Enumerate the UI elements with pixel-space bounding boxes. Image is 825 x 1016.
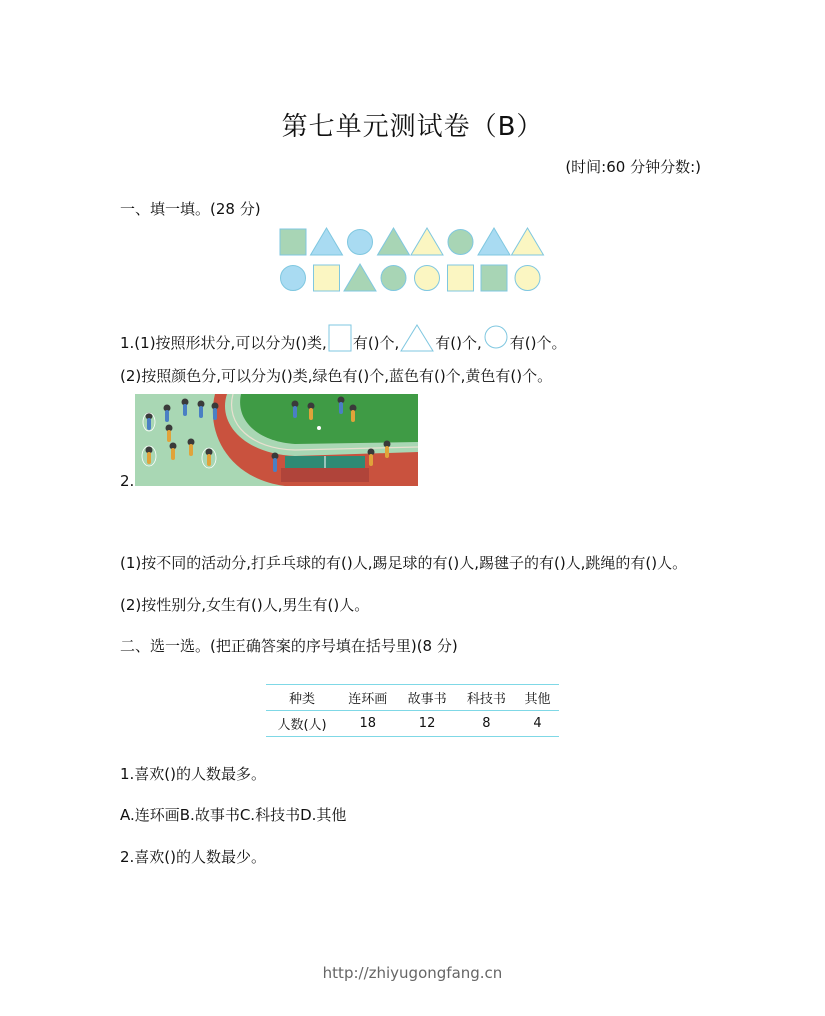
choice-question-1-options: A.连环画B.故事书C.科技书D.其他 <box>120 806 347 824</box>
question-1-1-square-count: 有()个, <box>352 334 400 352</box>
question-2-2: (2)按性别分,女生有()人,男生有()人。 <box>120 596 370 614</box>
playground-illustration <box>135 394 418 486</box>
circle-shape <box>515 266 540 291</box>
triangle-icon <box>400 324 434 352</box>
triangle-shape <box>411 228 443 255</box>
question-1-1-triangle-count: 有()个, <box>435 334 482 352</box>
circle-icon <box>483 324 509 352</box>
triangle-shape <box>344 264 376 291</box>
triangle-shape <box>512 228 544 255</box>
circle-shape <box>415 266 440 291</box>
table-cell: 8 <box>457 711 516 737</box>
table-header-cell: 种类 <box>266 685 338 711</box>
table-header-cell: 科技书 <box>457 685 516 711</box>
question-2-label: 2. <box>120 472 135 490</box>
square-shape <box>280 229 306 255</box>
table-header-cell: 连环画 <box>338 685 397 711</box>
question-1-1 <box>120 324 567 353</box>
circle-shape <box>348 230 373 255</box>
question-1-2: (2)按照颜色分,可以分为()类,绿色有()个,蓝色有()个,黄色有()个。 <box>120 367 553 385</box>
table-cell: 人数(人) <box>266 711 338 737</box>
triangle-shape <box>311 228 343 255</box>
section-2-heading: 二、选一选。(把正确答案的序号填在括号里)(8 分) <box>120 637 458 655</box>
table-header-row <box>266 685 559 711</box>
footer-url: http://zhiyugongfang.cn <box>322 964 503 982</box>
circle-shape <box>281 266 306 291</box>
exam-meta: (时间:60 分钟分数:) <box>565 158 701 176</box>
table-row <box>266 711 559 737</box>
square-shape <box>314 265 340 291</box>
circle-shape <box>381 266 406 291</box>
choice-question-1: 1.喜欢()的人数最多。 <box>120 765 267 783</box>
table-cell: 18 <box>338 711 397 737</box>
question-2-1: (1)按不同的活动分,打乒乓球的有()人,踢足球的有()人,踢毽子的有()人,跳绳的有()人。 <box>120 554 688 572</box>
table-cell: 12 <box>397 711 456 737</box>
square-shape <box>481 265 507 291</box>
choice-question-2: 2.喜欢()的人数最少。 <box>120 848 267 866</box>
section-1-heading: 一、填一填。(28 分) <box>120 200 261 218</box>
circle-shape <box>448 230 473 255</box>
table-header-cell: 其他 <box>516 685 559 711</box>
question-1-1-circle-count: 有()个。 <box>509 334 567 352</box>
square-icon <box>328 324 352 352</box>
square-shape <box>448 265 474 291</box>
table-cell: 4 <box>516 711 559 737</box>
table-header-cell: 故事书 <box>397 685 456 711</box>
triangle-shape <box>478 228 510 255</box>
reading-preference-table <box>266 684 559 737</box>
question-1-1-prefix: 1.(1)按照形状分,可以分为()类, <box>120 334 327 352</box>
shapes-illustration <box>278 226 548 296</box>
page-title: 第七单元测试卷（B） <box>281 112 544 142</box>
triangle-shape <box>378 228 410 255</box>
